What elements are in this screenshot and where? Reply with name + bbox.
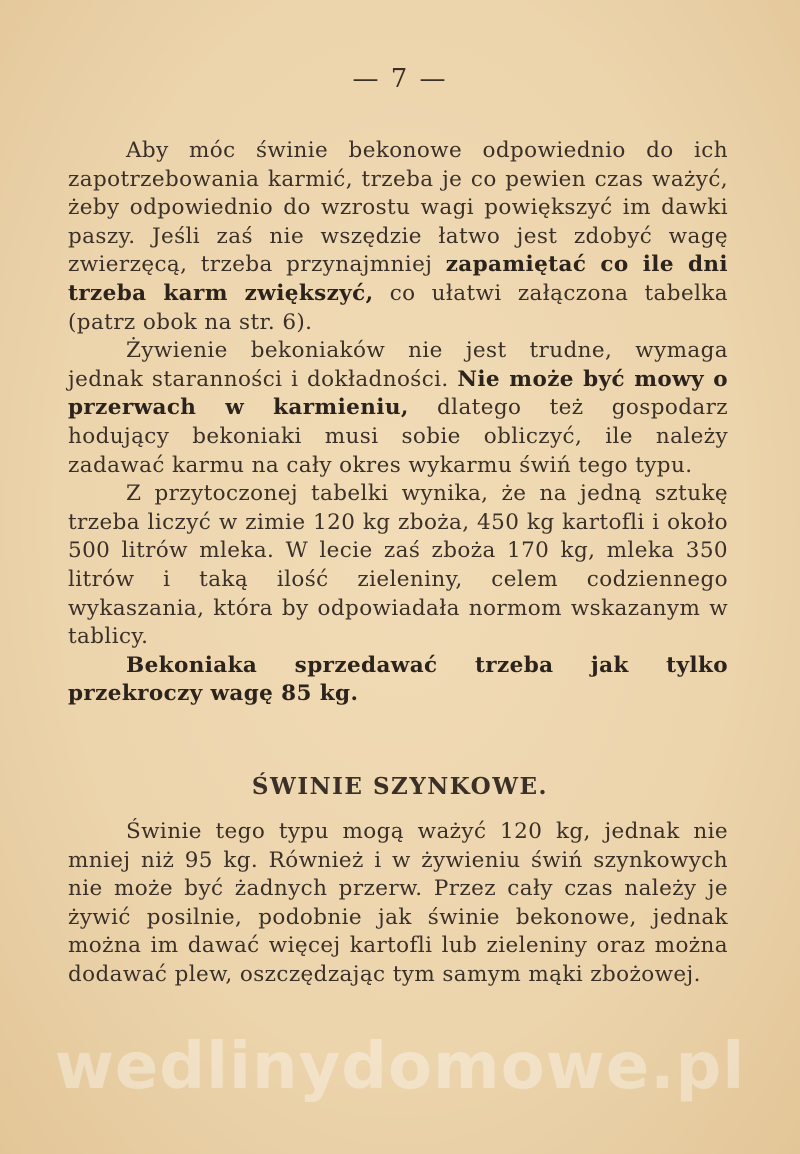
- paragraph: [68, 337, 728, 480]
- bold-emphasis: Bekoniaka sprzedawać trzeba jak tylko przekroczy wagę 85 kg.: [68, 652, 728, 707]
- watermark: wedlinydomowe.pl: [54, 1030, 746, 1104]
- paragraph-text: dlatego też gospodarz hodujący bekoniaki musi sobie obliczyć, ile należy zadawać karmu na cały okres wykarmu świń tego typu.: [68, 395, 728, 478]
- paragraph: Z przytoczonej tabelki wynika, że na jedną sztukę trzeba liczyć w zimie 120 kg zboża, 450 kg kartofli i około 500 litrów mleka. W lecie zaś zboża 170 kg, mleka 350 litrów i taką ilość zieleniny, celem codziennego wykaszania, która by odpowiadała normom wskazanym w tablicy.: [68, 481, 728, 650]
- bold-emphasis: Nie może być mowy o przerwach w karmieniu,: [68, 366, 728, 421]
- paragraph: [68, 137, 728, 337]
- section-heading: ŚWINIE SZYNKOWE.: [251, 773, 549, 800]
- paragraph: [68, 652, 728, 709]
- paragraph: Świnie tego typu mogą ważyć 120 kg, jednak nie mniej niż 95 kg. Również i w żywieniu świń szynkowych nie może być żadnych przerw. Przez cały czas należy je żywić posilnie, podobnie jak świnie bekonowe, jednak można im dawać więcej kartofli lub zieleniny oraz można dodawać plew, oszczędzając tym samym mąki zbożowej.: [68, 819, 728, 987]
- bold-emphasis: zapamiętać co ile dni trzeba karm zwiększyć,: [68, 252, 728, 306]
- page-number: — 7 —: [352, 64, 448, 94]
- text-block-szynkowe: [68, 818, 728, 990]
- paragraph-text: Żywienie bekoniaków nie jest trudne, wymaga jednak staranności i dokładności.: [68, 338, 728, 392]
- paragraph-text: co ułatwi załączona tabelka (patrz obok na str. 6).: [68, 280, 728, 335]
- paragraph-text: Aby móc świnie bekonowe odpowiednio do ich zapotrzebowania karmić, trzeba je co pewien czas ważyć, żeby odpowiednio do wzrostu wagi powiększyć im dawki paszy. Jeśli zaś nie wszędzie łatwo jest zdobyć wagę zwierzęcą, trzeba przynajmniej: [68, 138, 728, 278]
- text-block-bekonowe: [68, 137, 728, 709]
